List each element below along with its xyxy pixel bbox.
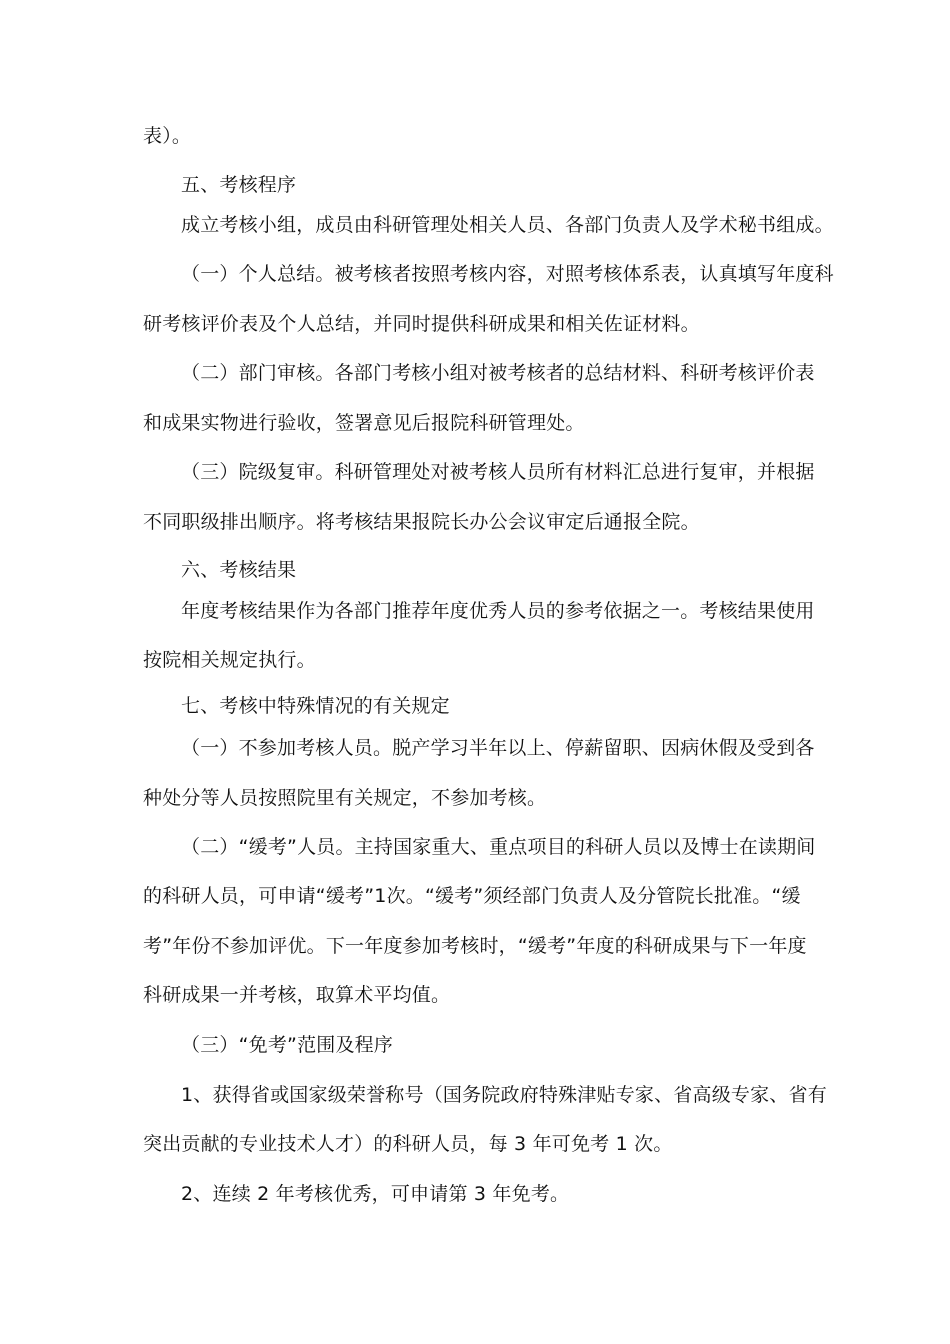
text-line: （三）院级复审。科研管理处对被考核人员所有材料汇总进行复审，并根据 — [181, 461, 815, 483]
section-heading: （三）“免考”范围及程序 — [181, 1034, 394, 1056]
text-line: （一）个人总结。被考核者按照考核内容，对照考核体系表，认真填写年度科 — [181, 263, 834, 285]
section-heading: 五、考核程序 — [181, 174, 297, 196]
text-line: 成立考核小组，成员由科研管理处相关人员、各部门负责人及学术秘书组成。 — [181, 214, 834, 236]
text-line: 按院相关规定执行。 — [143, 649, 316, 671]
text-line: （一）不参加考核人员。脱产学习半年以上、停薪留职、因病休假及受到各 — [181, 737, 815, 759]
text-line: 年度考核结果作为各部门推荐年度优秀人员的参考依据之一。考核结果使用 — [181, 600, 815, 622]
text-line: 突出贡献的专业技术人才）的科研人员，每 3 年可免考 1 次。 — [143, 1133, 673, 1155]
text-line: 和成果实物进行验收，签署意见后报院科研管理处。 — [143, 412, 585, 434]
section-heading: 七、考核中特殊情况的有关规定 — [181, 695, 450, 717]
text-line: （二）部门审核。各部门考核小组对被考核者的总结材料、科研考核评价表 — [181, 362, 815, 384]
text-line: 2、连续 2 年考核优秀，可申请第 3 年免考。 — [181, 1183, 570, 1205]
text-line: 1、获得省或国家级荣誉称号（国务院政府特殊津贴专家、省高级专家、省有 — [181, 1084, 827, 1106]
text-line: 种处分等人员按照院里有关规定，不参加考核。 — [143, 787, 547, 809]
text-line: 研考核评价表及个人总结，并同时提供科研成果和相关佐证材料。 — [143, 313, 700, 335]
text-line: 科研成果一并考核，取算术平均值。 — [143, 984, 451, 1006]
text-line: 表）。 — [143, 125, 192, 147]
text-line: 的科研人员，可申请“缓考”1次。“缓考”须经部门负责人及分管院长批准。“缓 — [143, 885, 801, 907]
section-heading: 六、考核结果 — [181, 559, 297, 581]
text-line: （二）“缓考”人员。主持国家重大、重点项目的科研人员以及博士在读期间 — [181, 836, 816, 858]
text-line: 考”年份不参加评优。下一年度参加考核时，“缓考”年度的科研成果与下一年度 — [143, 935, 807, 957]
text-line: 不同职级排出顺序。将考核结果报院长办公会议审定后通报全院。 — [143, 511, 700, 533]
